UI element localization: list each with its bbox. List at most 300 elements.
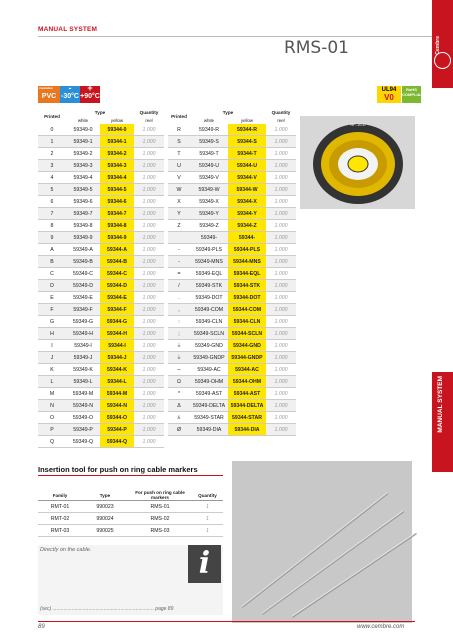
yellow-code-cell: 59344-7 — [100, 208, 134, 220]
marker-row — [168, 352, 296, 364]
white-code-cell: 59349-4 — [66, 172, 100, 184]
quantity-cell: 1.000 — [134, 244, 164, 256]
marker-row — [168, 124, 296, 136]
quantity-cell: 1.000 — [134, 280, 164, 292]
white-code-cell: 59349-I — [66, 340, 100, 352]
white-code-cell: 59349-F — [66, 304, 100, 316]
printed-cell: G — [38, 316, 66, 328]
marker-row — [38, 136, 164, 148]
quantity-cell: 1.000 — [266, 400, 296, 412]
tool-row — [38, 501, 223, 513]
marker-row — [38, 376, 164, 388]
yellow-code-cell: 59344-6 — [100, 196, 134, 208]
printed-cell: 5 — [38, 184, 66, 196]
marker-row — [168, 316, 296, 328]
white-code-cell: 59349-X — [190, 196, 228, 208]
insertion-tool-table — [38, 490, 223, 537]
quantity-cell: 1.000 — [266, 412, 296, 424]
quantity-cell: 1.000 — [266, 232, 296, 244]
printed-cell: X — [168, 196, 190, 208]
white-code-cell: 59349-GNDP — [190, 352, 228, 364]
printed-cell: ; — [168, 328, 190, 340]
white-code-cell: 59349-COM — [190, 304, 228, 316]
type-cell: 990023 — [82, 501, 128, 513]
printed-cell: * — [168, 388, 190, 400]
pvc-badge-small: insulation — [39, 86, 54, 90]
yellow-code-cell: 59344-D — [100, 280, 134, 292]
brand-name: Cembre — [435, 36, 441, 55]
printed-cell: Ø — [168, 424, 190, 436]
family-header: Family — [38, 490, 82, 501]
printed-header: Printed — [171, 113, 187, 119]
white-code-cell: 59349-AC — [190, 364, 228, 376]
brand-tab — [432, 0, 453, 88]
white-code-cell: 59349-G — [66, 316, 100, 328]
info-icon: i — [188, 545, 221, 583]
quantity-cell: 1.000 — [134, 424, 164, 436]
yellow-code-cell: 59344-GNDP — [228, 352, 266, 364]
reel-header: reel — [145, 117, 153, 123]
white-code-cell: 59349-1 — [66, 136, 100, 148]
printed-cell: 1 — [38, 136, 66, 148]
white-code-cell: 59349-Y — [190, 208, 228, 220]
quantity-cell: 1.000 — [134, 232, 164, 244]
marker-row — [38, 316, 164, 328]
quantity-cell: 1.000 — [266, 388, 296, 400]
white-code-cell: 59349-STK — [190, 280, 228, 292]
printed-cell: 0 — [38, 124, 66, 136]
printed-cell: E — [38, 292, 66, 304]
marker-row — [38, 124, 164, 136]
printed-cell: U — [168, 160, 190, 172]
marker-row — [38, 244, 164, 256]
marker-row — [38, 388, 164, 400]
reel-header: reel — [277, 117, 285, 123]
yellow-code-cell: 59344-DOT — [228, 292, 266, 304]
yellow-code-cell: 59344-Y — [228, 208, 266, 220]
printed-cell: - — [168, 256, 190, 268]
ul94-label: UL94 — [381, 87, 397, 93]
marker-row — [38, 304, 164, 316]
yellow-code-cell: 59344-PLS — [228, 244, 266, 256]
insertion-tool-title: Insertion tool for push on ring cable markers — [38, 465, 198, 474]
marker-row — [38, 364, 164, 376]
white-code-cell: 59349-E — [66, 292, 100, 304]
marker-row — [168, 412, 296, 424]
white-code-cell: 59349-V — [190, 172, 228, 184]
printed-cell: F — [38, 304, 66, 316]
yellow-code-cell: 59344-5 — [100, 184, 134, 196]
marker-row — [168, 268, 296, 280]
tool-row — [38, 525, 223, 537]
yellow-code-cell: 59344-G — [100, 316, 134, 328]
marker-row — [38, 220, 164, 232]
yellow-code-cell: 59344-J — [100, 352, 134, 364]
yellow-code-cell: 59344-A — [100, 244, 134, 256]
yellow-code-cell: 59344-K — [100, 364, 134, 376]
marker-row — [168, 292, 296, 304]
quantity-cell: 1 — [192, 513, 223, 525]
brand-logo-icon — [434, 52, 451, 69]
website-link[interactable]: www.cembre.com — [357, 624, 405, 630]
marker-row — [168, 172, 296, 184]
yellow-code-cell: 59344-W — [228, 184, 266, 196]
marker-row — [38, 292, 164, 304]
yellow-code-cell: 59344-AC — [228, 364, 266, 376]
side-section-label: MANUAL SYSTEM — [437, 376, 444, 433]
quantity-cell: 1.000 — [134, 148, 164, 160]
quantity-cell: 1.000 — [134, 304, 164, 316]
quantity-cell: 1.000 — [134, 340, 164, 352]
pvc-badge-label: PVC — [41, 93, 57, 100]
white-code-cell: 59349-OHM — [190, 376, 228, 388]
yellow-code-cell: 59344-8 — [100, 220, 134, 232]
ul94-badge — [377, 86, 401, 103]
marker-row — [168, 256, 296, 268]
yellow-code-cell: 59344-CLN — [228, 316, 266, 328]
printed-cell: K — [38, 364, 66, 376]
insertion-title-rule — [38, 475, 223, 476]
quantity-cell: 1.000 — [266, 172, 296, 184]
marker-row — [168, 400, 296, 412]
white-code-cell: 59349-MNS — [190, 256, 228, 268]
quantity-cell: 1.000 — [266, 328, 296, 340]
quantity-cell: 1.000 — [134, 184, 164, 196]
quantity-cell: 1.000 — [266, 184, 296, 196]
quantity-cell: 1.000 — [266, 352, 296, 364]
family-cell: RMT-02 — [38, 513, 82, 525]
printed-cell: L — [38, 376, 66, 388]
quantity-cell: 1 — [192, 501, 223, 513]
yellow-code-cell: 59344-3 — [100, 160, 134, 172]
white-code-cell: 59349-B — [66, 256, 100, 268]
quantity-cell: 1.000 — [266, 280, 296, 292]
printed-cell: = — [168, 268, 190, 280]
printed-cell: , — [168, 304, 190, 316]
page-reference: (sec) ......................................................................... page 89 — [40, 606, 174, 612]
printed-cell: - — [168, 244, 190, 256]
marker-row — [168, 184, 296, 196]
insertion-tool-photo — [232, 461, 412, 623]
white-code-cell: 59349-DELTA — [190, 400, 228, 412]
markers-table-right — [168, 108, 296, 436]
yellow-code-cell: 59344-GND — [228, 340, 266, 352]
white-code-cell: 59349-8 — [66, 220, 100, 232]
reel-label: RF-10-C — [350, 122, 366, 127]
printed-cell: 2 — [38, 148, 66, 160]
white-code-cell: 59349-EQL — [190, 268, 228, 280]
marker-row — [38, 400, 164, 412]
white-code-cell: 59349-C — [66, 268, 100, 280]
yellow-code-cell: 59344-S — [228, 136, 266, 148]
marker-row — [38, 340, 164, 352]
white-code-cell: 59349-DIA — [190, 424, 228, 436]
quantity-cell: 1.000 — [134, 220, 164, 232]
for-cell: RMS-03 — [128, 525, 192, 537]
tool-rod — [241, 492, 388, 607]
hot-temp-badge — [80, 83, 100, 103]
quantity-cell: 1.000 — [134, 196, 164, 208]
yellow-code-cell: 59344-COM — [228, 304, 266, 316]
printed-cell: O — [38, 412, 66, 424]
marker-row — [168, 136, 296, 148]
marker-row — [38, 184, 164, 196]
quantity-cell: 1 — [192, 525, 223, 537]
quantity-cell: 1.000 — [134, 124, 164, 136]
white-code-cell: 59349-AST — [190, 388, 228, 400]
marker-reel-illustration — [300, 116, 415, 209]
marker-row — [168, 388, 296, 400]
white-code-cell: 59349-Q — [66, 436, 100, 448]
marker-row — [168, 424, 296, 436]
marker-reel-photo — [300, 116, 415, 209]
white-code-cell: 59349-R — [190, 124, 228, 136]
cold-temp-badge — [60, 83, 80, 103]
quantity-header: Quantity — [139, 109, 159, 115]
white-code-cell: 59349-A — [66, 244, 100, 256]
marker-row — [38, 208, 164, 220]
white-code-cell: 59349-D — [66, 280, 100, 292]
quantity-cell: 1.000 — [266, 208, 296, 220]
white-code-cell: 59349-N — [66, 400, 100, 412]
quantity-cell: 1.000 — [266, 136, 296, 148]
white-code-cell: 59349-O — [66, 412, 100, 424]
quantity-cell: 1.000 — [266, 316, 296, 328]
yellow-code-cell: 59344-1 — [100, 136, 134, 148]
quantity-cell: 1.000 — [134, 136, 164, 148]
cold-temp-label: -30°C — [61, 93, 79, 100]
quantity-cell: 1.000 — [266, 268, 296, 280]
page-title: RMS-01 — [283, 38, 349, 58]
yellow-code-cell: 59344-R — [228, 124, 266, 136]
white-code-cell: 59349-M — [66, 388, 100, 400]
marker-row — [168, 340, 296, 352]
markers-table-left — [38, 108, 164, 448]
marker-row — [168, 304, 296, 316]
quantity-cell: 1.000 — [266, 292, 296, 304]
marker-row — [168, 220, 296, 232]
printed-cell: V — [168, 172, 190, 184]
white-code-cell: 59349-T — [190, 148, 228, 160]
marker-row — [168, 196, 296, 208]
yellow-header: yellow — [240, 117, 254, 123]
white-code-cell: 59349-DOT — [190, 292, 228, 304]
yellow-code-cell: 59344-I — [100, 340, 134, 352]
quantity-cell: 1.000 — [134, 412, 164, 424]
marker-row — [38, 172, 164, 184]
marker-row — [38, 328, 164, 340]
marker-row — [38, 160, 164, 172]
quantity-cell: 1.000 — [134, 292, 164, 304]
yellow-code-cell: 59344-P — [100, 424, 134, 436]
type-cell: 990025 — [82, 525, 128, 537]
marker-row — [38, 148, 164, 160]
marker-row — [168, 244, 296, 256]
marker-row — [168, 148, 296, 160]
white-code-cell: 59349-Z — [190, 220, 228, 232]
yellow-code-cell: 59344-B — [100, 256, 134, 268]
yellow-code-cell: 59344-9 — [100, 232, 134, 244]
for-cell: RMS-02 — [128, 513, 192, 525]
plus-icon: + — [87, 83, 93, 93]
white-code-cell: 59349- — [190, 232, 228, 244]
printed-cell: Z — [168, 220, 190, 232]
printed-cell: ⏚ — [168, 352, 190, 364]
white-code-cell: 59349-7 — [66, 208, 100, 220]
footer-rule — [38, 621, 415, 622]
tool-row — [38, 513, 223, 525]
yellow-code-cell: 59344-L — [100, 376, 134, 388]
yellow-code-cell: 59344- — [228, 232, 266, 244]
marker-row — [168, 160, 296, 172]
for-cell: RMS-01 — [128, 501, 192, 513]
marker-row — [38, 424, 164, 436]
white-code-cell: 59349-S — [190, 136, 228, 148]
page-number: 89 — [38, 624, 45, 630]
yellow-code-cell: 59344-Q — [100, 436, 134, 448]
printed-cell: N — [38, 400, 66, 412]
quantity-header: Quantity — [271, 109, 291, 115]
quantity-cell: 1.000 — [266, 364, 296, 376]
yellow-code-cell: 59344-C — [100, 268, 134, 280]
quantity-cell: 1.000 — [266, 424, 296, 436]
printed-cell: 8 — [38, 220, 66, 232]
printed-cell: 9 — [38, 232, 66, 244]
quantity-cell: 1.000 — [266, 220, 296, 232]
v0-label: V0 — [384, 93, 394, 102]
quantity-cell: 1.000 — [266, 340, 296, 352]
white-header: white — [203, 117, 215, 123]
white-header: white — [77, 117, 89, 123]
printed-cell: Y — [168, 208, 190, 220]
quantity-cell: 1.000 — [266, 196, 296, 208]
white-code-cell: 59349-L — [66, 376, 100, 388]
yellow-code-cell: 59344-DIA — [228, 424, 266, 436]
marker-row — [168, 280, 296, 292]
quantity-cell: 1.000 — [134, 436, 164, 448]
printed-cell: 4 — [38, 172, 66, 184]
white-code-cell: 59349-2 — [66, 148, 100, 160]
yellow-code-cell: 59344-X — [228, 196, 266, 208]
brand-strip — [432, 0, 453, 641]
printed-cell: W — [168, 184, 190, 196]
quantity-header: Quantity — [192, 490, 223, 501]
white-code-cell: 59349-U — [190, 160, 228, 172]
white-code-cell: 59349-6 — [66, 196, 100, 208]
yellow-code-cell: 59344-N — [100, 400, 134, 412]
printed-cell: C — [38, 268, 66, 280]
marker-row — [168, 328, 296, 340]
type-header: Type — [94, 109, 106, 115]
quantity-cell: 1.000 — [134, 160, 164, 172]
yellow-code-cell: 59344-M — [100, 388, 134, 400]
printed-cell: . — [168, 292, 190, 304]
marker-row — [168, 376, 296, 388]
family-cell: RMT-03 — [38, 525, 82, 537]
printed-cell: M — [38, 388, 66, 400]
printed-cell: T — [168, 148, 190, 160]
quantity-cell: 1.000 — [134, 400, 164, 412]
quantity-cell: 1.000 — [266, 244, 296, 256]
tool-rod — [261, 510, 404, 614]
quantity-cell: 1.000 — [134, 364, 164, 376]
yellow-code-cell: 59344-STAR — [228, 412, 266, 424]
printed-cell: : — [168, 316, 190, 328]
yellow-code-cell: 59344-MNS — [228, 256, 266, 268]
printed-cell: H — [38, 328, 66, 340]
printed-cell: B — [38, 256, 66, 268]
hot-temp-label: +90°C — [80, 93, 100, 100]
yellow-code-cell: 59344-F — [100, 304, 134, 316]
quantity-cell: 1.000 — [266, 304, 296, 316]
note-box — [38, 545, 223, 615]
printed-cell: 7 — [38, 208, 66, 220]
white-code-cell: 59349-J — [66, 352, 100, 364]
printed-cell: ⅄ — [168, 412, 190, 424]
white-code-cell: 59349-PLS — [190, 244, 228, 256]
marker-row — [168, 364, 296, 376]
rohs-badge: RoHS COMPLIANT — [402, 86, 421, 103]
printed-cell: ⏚ — [168, 340, 190, 352]
yellow-code-cell: 59344-E — [100, 292, 134, 304]
type-header: Type — [82, 490, 128, 501]
yellow-code-cell: 59344-SCLN — [228, 328, 266, 340]
printed-cell: Q — [38, 436, 66, 448]
family-cell: RMT-01 — [38, 501, 82, 513]
yellow-header: yellow — [110, 117, 124, 123]
for-header: For push on ring cable markers — [128, 490, 192, 501]
printed-cell: Ω — [168, 376, 190, 388]
section-title: MANUAL SYSTEM — [38, 26, 98, 33]
printed-cell: P — [38, 424, 66, 436]
note-text: Directly on the cable. — [40, 547, 92, 553]
yellow-code-cell: 59344-0 — [100, 124, 134, 136]
printed-cell: I — [38, 340, 66, 352]
yellow-code-cell: 59344-O — [100, 412, 134, 424]
quantity-cell: 1.000 — [266, 160, 296, 172]
white-code-cell: 59349-W — [190, 184, 228, 196]
yellow-code-cell: 59344-Z — [228, 220, 266, 232]
marker-row — [38, 352, 164, 364]
yellow-code-cell: 59344-EQL — [228, 268, 266, 280]
white-code-cell: 59349-GND — [190, 340, 228, 352]
marker-row — [168, 208, 296, 220]
marker-row — [38, 256, 164, 268]
yellow-code-cell: 59344-4 — [100, 172, 134, 184]
yellow-code-cell: 59344-2 — [100, 148, 134, 160]
quantity-cell: 1.000 — [134, 256, 164, 268]
printed-cell: A — [38, 244, 66, 256]
white-code-cell: 59349-CLN — [190, 316, 228, 328]
marker-row — [168, 232, 296, 244]
printed-cell — [168, 232, 190, 244]
quantity-cell: 1.000 — [266, 376, 296, 388]
white-code-cell: 59349-P — [66, 424, 100, 436]
quantity-cell: 1.000 — [266, 148, 296, 160]
printed-cell: S — [168, 136, 190, 148]
marker-row — [38, 196, 164, 208]
printed-cell: ∼ — [168, 364, 190, 376]
white-code-cell: 59349-5 — [66, 184, 100, 196]
printed-header: Printed — [44, 113, 60, 119]
printed-cell: Δ — [168, 400, 190, 412]
white-code-cell: 59349-K — [66, 364, 100, 376]
quantity-cell: 1.000 — [134, 268, 164, 280]
white-code-cell: 59349-9 — [66, 232, 100, 244]
header-rule — [38, 36, 433, 37]
printed-cell: / — [168, 280, 190, 292]
type-cell: 990024 — [82, 513, 128, 525]
